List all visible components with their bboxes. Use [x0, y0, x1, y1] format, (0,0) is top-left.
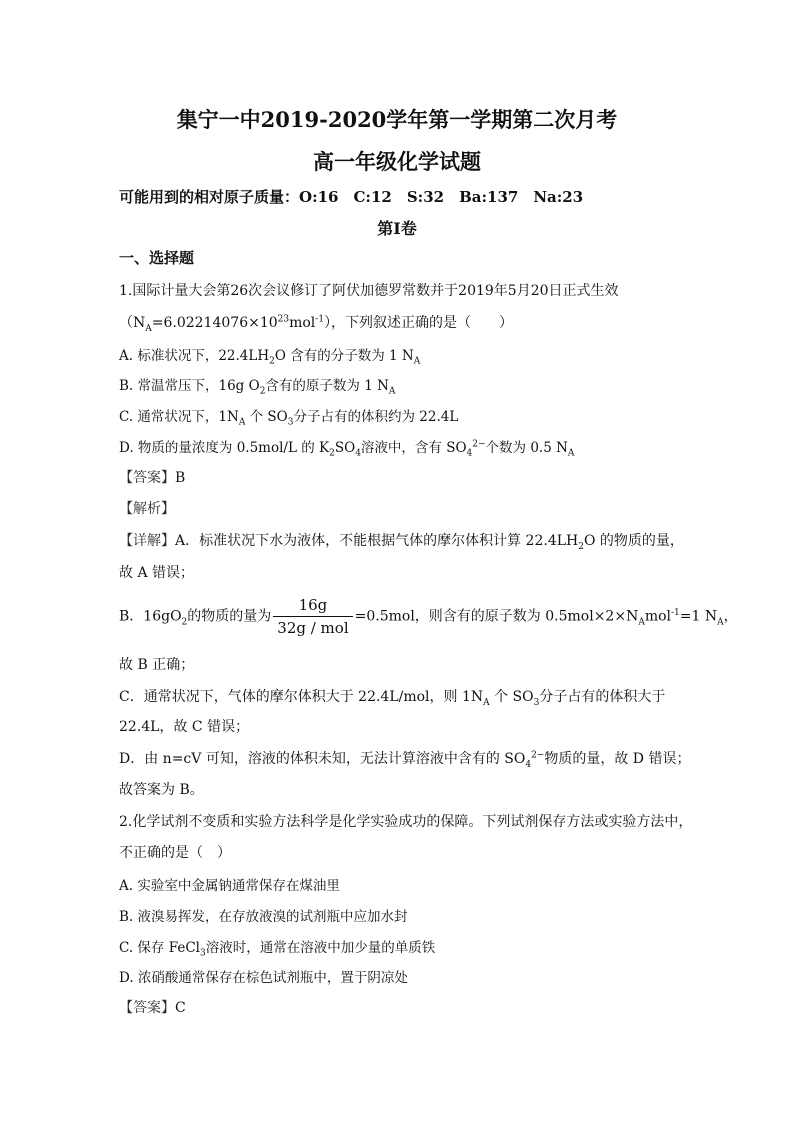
q1-detail-b-cont: 故 B 正确；	[119, 657, 195, 673]
q1-analysis-label: 【解析】	[119, 501, 175, 517]
q2-option-d: D. 浓硝酸通常保存在棕色试剂瓶中，置于阴凉处	[119, 970, 408, 986]
q2-option-b: B. 液溴易挥发，在存放液溴的试剂瓶中应加水封	[119, 909, 408, 925]
q1-stem-line2: $(N_A=6.02214076\times 10^{23}mol^{-1})$，下列叙述正确的是（ ）	[119, 314, 514, 334]
exam-title: 集宁一中2019-2020学年第一学期第二次月考	[176, 107, 618, 132]
q1-option-a: A. 标准状况下，$22.4LH_2O$ 含有的分子数为 1 $N_A$	[119, 348, 421, 367]
q1-detail-c: C．通常状况下，气体的摩尔体积大于 22.4L/mol，则 $1N_A$ 个 $SO_3$分子占有的体积大于	[119, 689, 666, 708]
volume-label: 第Ⅰ卷	[377, 219, 417, 238]
q2-option-c: C. 保存 FeCl$_3$溶液时，通常在溶液中加少量的单质铁	[119, 940, 436, 959]
atomic-masses: 可能用到的相对原子质量：O:16 C:12 S:32 Ba:137 Na:23	[119, 188, 584, 206]
q1-detail-c-cont: 22.4L，故 C 错误；	[119, 719, 250, 735]
q1-detail-a-cont: 故 A 错误；	[119, 565, 195, 581]
q2-option-a: A. 实验室中金属钠通常保存在煤油里	[119, 878, 340, 894]
exam-subtitle: 高一年级化学试题	[313, 149, 481, 174]
section-heading: 一、选择题	[119, 249, 195, 267]
q1-detail-b: B．$16gO_2$的物质的量为 $\frac{16g}{\text{32g / mol}}$ =0.5mol，则含有的原子数为 $0.5mol\times 2\times N_Amol^{-1}=1$ $N_A$，	[119, 596, 738, 637]
q1-detail-a: 【详解】A．标准状况下水为液体，不能根据气体的摩尔体积计算 $22.4LH_2O$ 的物质的量，	[119, 533, 684, 552]
q1-stem-line1: 1.国际计量大会第26次会议修订了阿伏加德罗常数并于2019年5月20日正式生效	[119, 283, 619, 299]
q1-option-c: C. 通常状况下，$1N_A$ 个 $SO_3$分子占有的体积约为 22.4L	[119, 409, 459, 428]
q1-answer: 【答案】B	[119, 470, 186, 486]
molar-fraction: $\frac{16g}{\text{32g / mol}}$	[273, 594, 352, 639]
q2-answer: 【答案】C	[119, 1000, 186, 1016]
q2-stem-line1: 2.化学试剂不变质和实验方法科学是化学实验成功的保障。下列试剂保存方法或实验方法中，	[119, 814, 693, 830]
q1-conclusion: 故答案为 B。	[119, 782, 204, 798]
q1-detail-d: D．由 n=cV 可知，溶液的体积未知，无法计算溶液中含有的 $SO_4^{2-}$物质的量，故 D 错误；	[119, 750, 691, 770]
q1-option-d: D. 物质的量浓度为 0.5mol/L 的 $K_2SO_4$溶液中，含有 $SO_4^{2-}$个数为 0.5 $N_A$	[119, 439, 575, 459]
q2-stem-line2: 不正确的是（ ）	[119, 845, 231, 861]
q1-option-b: B. 常温常压下，16g $O_2$含有的原子数为 1 $N_A$	[119, 378, 396, 397]
